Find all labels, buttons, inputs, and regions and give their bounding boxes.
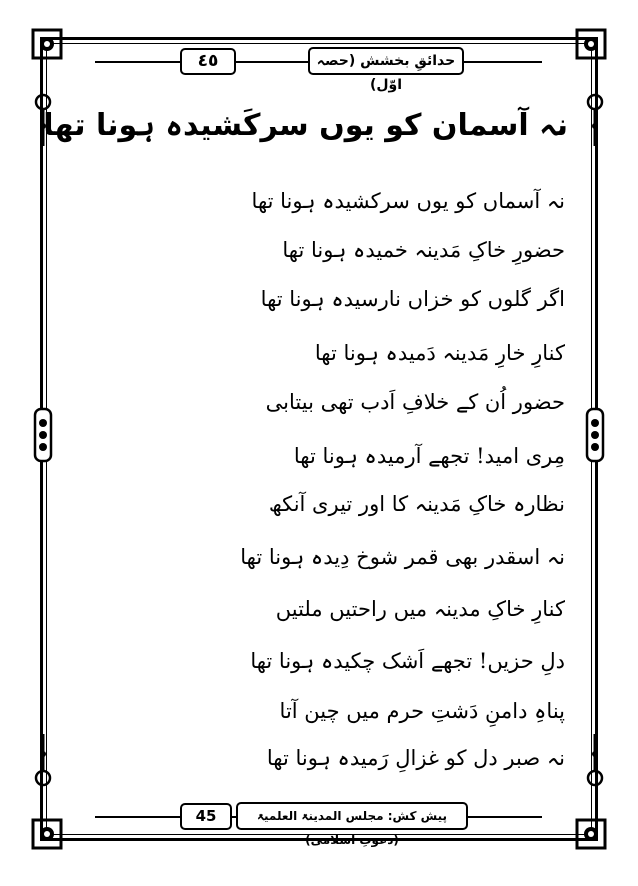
verse-line: نظارہ خاکِ مَدینہ کا اور تیری آنکھ (268, 492, 565, 516)
book-title-header: حدائقِ بخشش (حصہ اوّل) (308, 47, 464, 75)
verse-line: اگر گلوں کو خزاں نارسیدہ ہونا تھا (260, 287, 565, 311)
footer-page-number: 45 (180, 803, 232, 830)
verse-line: نہ آسماں کو یوں سرکشیدہ ہونا تھا (251, 189, 565, 213)
side-ornament-icon (31, 405, 55, 465)
page-title: نہ آسمان کو یوں سرکَشیدہ ہونا تھا (43, 108, 568, 143)
side-ornament-icon (583, 405, 607, 465)
verse-line: دلِ حزیں! تجھے اَشک چکیدہ ہونا تھا (250, 649, 565, 673)
verse-line: کنارِ خارِ مَدینہ دَمیدہ ہونا تھا (314, 341, 565, 365)
top-page-number: ٤٥ (180, 48, 236, 75)
verse-line: کنارِ خاکِ مدینہ میں راحتیں ملتیں (275, 597, 565, 621)
verse-line: حضورِ خاکِ مَدینہ خمیدہ ہونا تھا (282, 238, 565, 262)
verse-line: نہ اسقدر بھی قمر شوخ دِیدہ ہونا تھا (240, 545, 565, 569)
side-ornament-icon (583, 90, 607, 150)
verse-line: پناہِ دامنِ دَشتِ حرم میں چین آتا (279, 699, 565, 723)
verse-line: حضور اُن کے خلافِ اَدب تھی بیتابی (265, 390, 565, 414)
corner-ornament-icon (30, 27, 64, 61)
verse-line: مِری امید! تجھے آرمیدہ ہونا تھا (293, 444, 565, 468)
corner-ornament-icon (574, 27, 608, 61)
side-ornament-icon (583, 730, 607, 790)
corner-ornament-icon (30, 817, 64, 851)
side-ornament-icon (31, 730, 55, 790)
verse-line: نہ صبر دل کو غزالِ رَمیدہ ہونا تھا (266, 746, 565, 770)
publisher-footer: پیش کش: مجلس المدینۃ العلمیۃ (دعوتِ اسلامی) (236, 802, 468, 830)
corner-ornament-icon (574, 817, 608, 851)
